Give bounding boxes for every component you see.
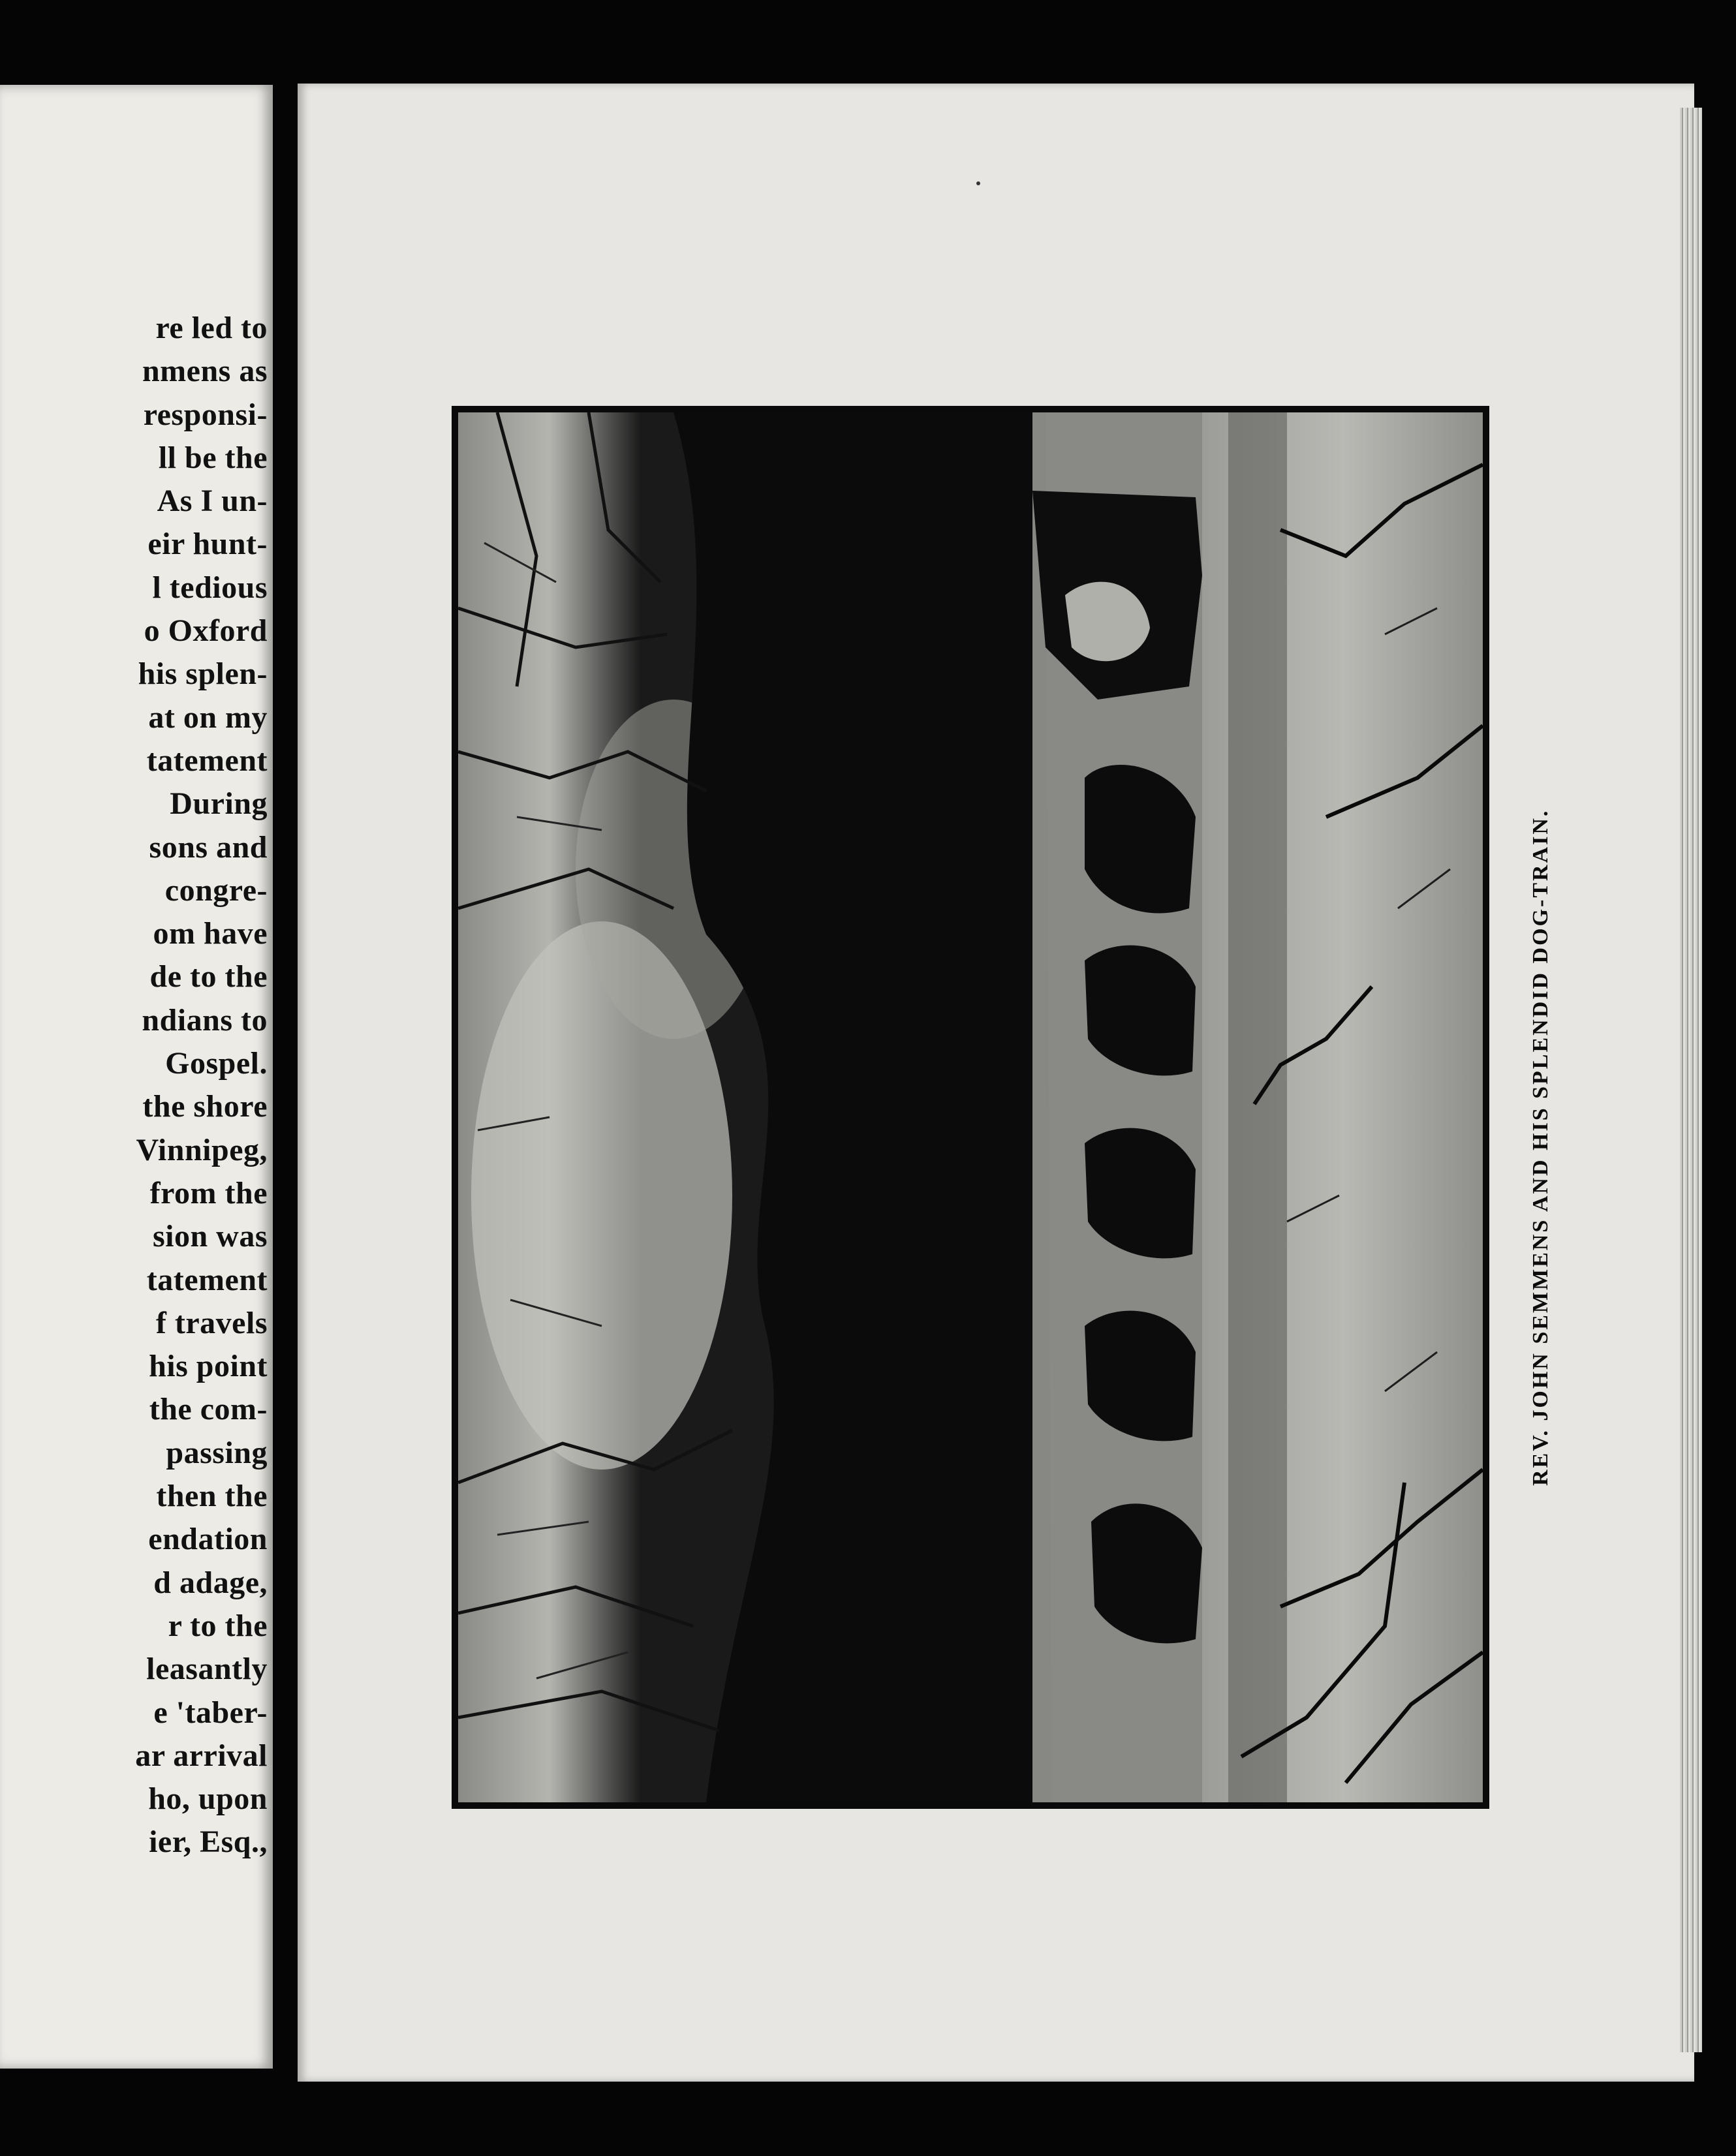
text-line: ho, upon	[148, 1781, 268, 1817]
text-line: l tedious	[152, 570, 268, 605]
text-line: sion was	[152, 1219, 268, 1254]
engraving-illustration	[452, 406, 1489, 1809]
text-line: congre-	[164, 872, 268, 908]
illustration-caption: REV. JOHN SEMMENS AND HIS SPLENDID DOG-TRAIN.	[1528, 808, 1553, 1486]
text-line: ar arrival	[135, 1738, 268, 1773]
text-line: leasantly	[146, 1652, 268, 1687]
text-line: During	[170, 786, 268, 822]
text-line: the com-	[149, 1392, 268, 1427]
left-page-text	[0, 307, 268, 1864]
text-line: o Oxford	[144, 613, 268, 649]
text-line: at on my	[148, 700, 268, 735]
text-line: r to the	[168, 1608, 268, 1643]
page-edge	[1680, 108, 1702, 2052]
text-line: ll be the	[158, 440, 268, 475]
dog-train-engraving	[458, 412, 1483, 1802]
text-line: then the	[156, 1479, 268, 1514]
left-page	[0, 85, 273, 2069]
text-line: his splen-	[138, 656, 268, 692]
text-line: eir hunt-	[147, 527, 268, 562]
text-line: Vinnipeg,	[136, 1132, 268, 1167]
text-line: passing	[166, 1435, 268, 1470]
text-line: from the	[149, 1175, 268, 1210]
text-line: responsi-	[143, 397, 268, 432]
paper-speck	[976, 181, 980, 185]
text-line: ier, Esq.,	[149, 1825, 268, 1860]
text-line: d adage,	[153, 1565, 268, 1600]
text-line: ndians to	[142, 1002, 268, 1038]
text-line: sons and	[149, 829, 268, 865]
text-line: tatement	[146, 743, 268, 778]
text-line: om have	[153, 916, 268, 951]
text-line: Gospel.	[165, 1046, 268, 1081]
text-line: the shore	[142, 1089, 268, 1124]
text-line: f travels	[155, 1305, 268, 1340]
text-line: tatement	[146, 1262, 268, 1297]
text-line: de to the	[149, 959, 268, 994]
text-line: e 'taber-	[153, 1695, 268, 1730]
text-line: his point	[149, 1349, 268, 1384]
text-line: endation	[148, 1522, 268, 1557]
text-line: re led to	[155, 311, 268, 345]
text-line: As I un-	[157, 484, 268, 519]
text-line: nmens as	[142, 354, 268, 389]
